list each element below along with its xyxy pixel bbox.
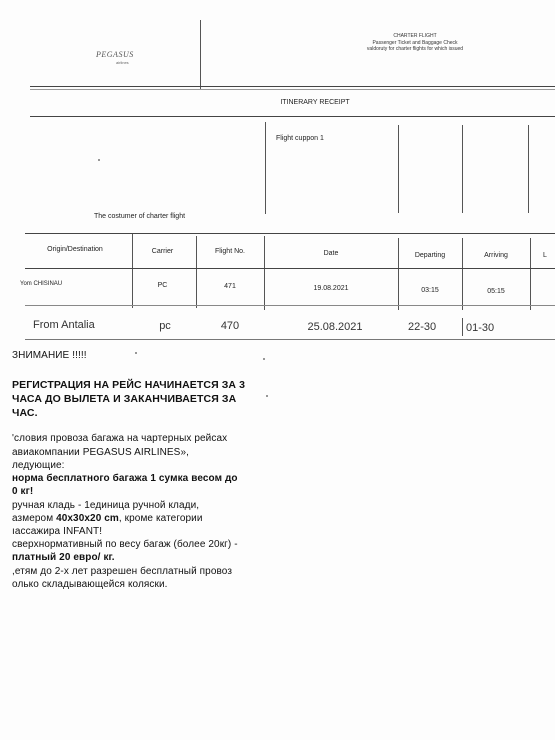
col-div-1 bbox=[132, 234, 133, 308]
row2-date: 25.08.2021 bbox=[307, 321, 363, 333]
airline-logo: PEGASUS bbox=[96, 50, 134, 59]
free-baggage-line-1: норма бесплатного багажа 1 сумка весом до bbox=[12, 473, 238, 484]
row2-carrier: pc bbox=[159, 320, 171, 332]
hand-luggage-size-prefix: азмером bbox=[12, 513, 57, 524]
kids-line-2: олько складывающейся коляски. bbox=[12, 579, 168, 590]
th-extra: L bbox=[543, 252, 547, 259]
receipt-title: ITINERARY RECEIPT bbox=[280, 99, 350, 106]
row1-date: 19.08.2021 bbox=[313, 285, 349, 292]
flight-coupon: Flight cuppon 1 bbox=[276, 135, 324, 142]
col-div-2 bbox=[196, 236, 197, 308]
top-rule-2 bbox=[30, 89, 555, 90]
registration-line-3: ЧАС. bbox=[12, 407, 38, 419]
row1-flight: 471 bbox=[224, 283, 236, 290]
excess-baggage-line-2: платный 20 евро/ кг. bbox=[12, 552, 115, 563]
hand-luggage-line-2 bbox=[12, 513, 203, 524]
col-div-5 bbox=[462, 238, 463, 310]
attention-heading: ЗНИМАНИЕ !!!!! bbox=[12, 350, 87, 361]
registration-line-1: РЕГИСТРАЦИЯ НА РЕЙС НАЧИНАЕТСЯ ЗА 3 bbox=[12, 379, 246, 391]
charter-line2: Passenger Ticket and Baggage Check bbox=[372, 39, 458, 46]
row1-rule bbox=[25, 305, 555, 306]
scan-dot bbox=[263, 358, 265, 360]
row1-departing: 03:15 bbox=[421, 287, 439, 294]
scan-dot bbox=[266, 395, 268, 397]
conditions-line-3: ледующие: bbox=[12, 460, 65, 471]
excess-baggage-line-1: сверхнормативный по весу багаж (более 20кг) - bbox=[12, 539, 238, 550]
row2-rule bbox=[25, 339, 555, 340]
scan-dot bbox=[135, 352, 137, 354]
row2-origin: From Antalia bbox=[33, 319, 95, 331]
table-top-rule bbox=[25, 233, 555, 234]
header-divider bbox=[200, 20, 201, 90]
row1-arriving: 05:15 bbox=[487, 288, 505, 295]
row1-carrier: PC bbox=[157, 282, 168, 289]
registration-line-2: ЧАСА ДО ВЫЛЕТА И ЗАКАНЧИВАЕТСЯ ЗА bbox=[12, 393, 237, 405]
hand-luggage-size-suffix: , кроме категории bbox=[118, 513, 203, 524]
coupon-divider-1 bbox=[265, 122, 266, 214]
hand-luggage-line-3: ıассажира INFANT! bbox=[12, 526, 103, 537]
top-rule bbox=[30, 86, 555, 87]
kids-line-1: ,етям до 2-х лет разрешен бесплатный провоз bbox=[12, 566, 233, 577]
col-div-6 bbox=[530, 238, 531, 310]
col-div-3 bbox=[264, 236, 265, 310]
th-departing: Departing bbox=[414, 252, 446, 259]
customer-label: The costumer of charter flight bbox=[94, 213, 186, 220]
coupon-divider-2 bbox=[398, 125, 399, 213]
th-carrier: Carrier bbox=[151, 248, 174, 255]
hand-luggage-line-1: ручная кладь - 1единица ручной клади, bbox=[12, 500, 200, 511]
hand-luggage-size: 40x30x20 cm bbox=[56, 513, 119, 524]
row2-flight: 470 bbox=[220, 320, 240, 332]
charter-title: CHARTER FLIGHT bbox=[393, 33, 437, 39]
col-div-4 bbox=[398, 238, 399, 310]
free-baggage-line-2: 0 кг! bbox=[12, 486, 34, 497]
th-date: Date bbox=[323, 250, 339, 257]
row2-departing: 22-30 bbox=[408, 321, 437, 333]
th-arriving: Arriving bbox=[484, 252, 508, 259]
scan-dot bbox=[98, 159, 100, 161]
row1-origin: Yom CHISINAU bbox=[20, 281, 63, 287]
charter-line3: valdoruty for charter flights for which issued bbox=[366, 46, 464, 52]
coupon-divider-4 bbox=[528, 125, 529, 213]
charter-info bbox=[340, 33, 490, 53]
th-flight-no: Flight No. bbox=[215, 248, 245, 255]
row2-arriving: 01-30 bbox=[466, 322, 495, 334]
conditions-line-2: авиакомпании PEGASUS AIRLINES», bbox=[12, 447, 189, 458]
header-row-rule bbox=[25, 268, 555, 269]
receipt-rule bbox=[30, 116, 555, 117]
th-origin: Origin/Destination bbox=[47, 246, 103, 253]
coupon-divider-3 bbox=[462, 125, 463, 213]
row2-divider bbox=[462, 318, 463, 336]
conditions-line-1: 'словия провоза багажа на чартерных рейсах bbox=[12, 433, 228, 444]
airline-logo-sub: airlines bbox=[116, 60, 129, 65]
